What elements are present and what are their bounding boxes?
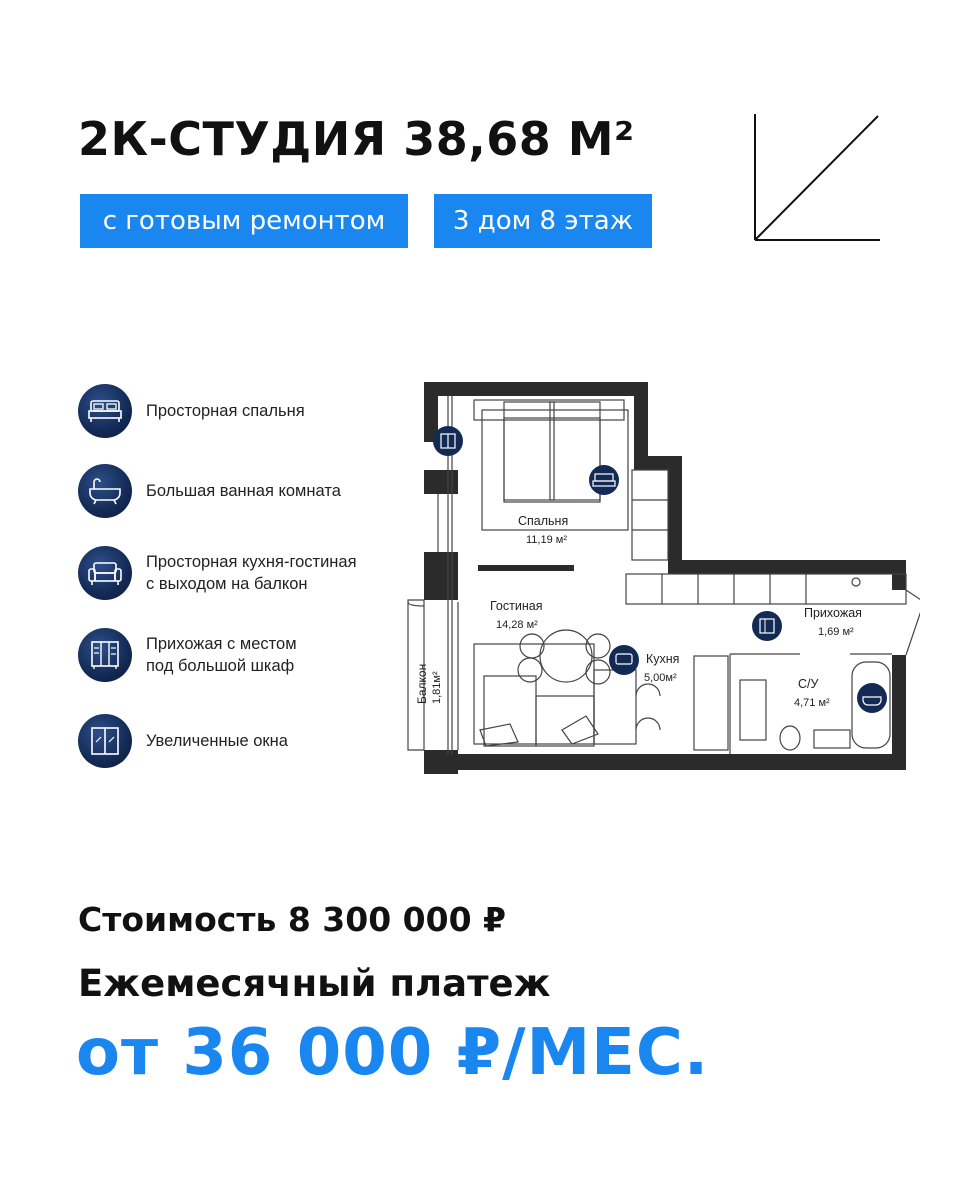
feature-text: Просторная спальня — [146, 402, 305, 420]
room-area: 1,69 м² — [818, 626, 854, 638]
floor-tag: 3 дом 8 этаж — [434, 194, 652, 248]
wardrobe-icon — [78, 628, 132, 682]
window-icon — [78, 714, 132, 768]
feature-text: Прихожая с местом под большой шкаф — [146, 635, 297, 675]
brand-logo — [750, 112, 884, 246]
price-text: Стоимость 8 300 000 ₽ — [78, 900, 506, 939]
room-area: 11,19 м² — [526, 534, 567, 546]
bathtub-icon — [78, 464, 132, 518]
monthly-payment-label: Ежемесячный платеж — [78, 962, 551, 1005]
feature-text: Просторная кухня-гостиная с выходом на балкон — [146, 553, 357, 593]
room-area: 1,81м² — [431, 671, 443, 704]
feature-bedroom — [78, 384, 305, 438]
feature-windows — [78, 714, 288, 768]
feature-text: Большая ванная комната — [146, 482, 341, 500]
feature-kitchen-living — [78, 546, 357, 600]
room-area: 14,28 м² — [496, 619, 538, 631]
feature-hallway — [78, 628, 297, 682]
bed-icon — [78, 384, 132, 438]
monthly-payment-value: от 36 000 ₽/МЕС. — [76, 1016, 710, 1090]
room-name: С/У — [798, 677, 819, 691]
floor-plan — [400, 370, 920, 780]
room-name: Гостиная — [490, 599, 543, 613]
feature-text: Увеличенные окна — [146, 732, 288, 750]
room-name: Кухня — [646, 652, 680, 666]
room-area: 5,00м² — [644, 672, 677, 684]
room-name: Балкон — [415, 663, 429, 704]
room-name: Прихожая — [804, 606, 862, 620]
feature-bathroom — [78, 464, 341, 518]
room-name: Спальня — [518, 514, 569, 528]
renovation-tag: с готовым ремонтом — [80, 194, 408, 248]
sofa-icon — [78, 546, 132, 600]
room-area: 4,71 м² — [794, 697, 830, 709]
page-title: 2К-СТУДИЯ 38,68 М² — [78, 112, 635, 166]
walls — [424, 382, 906, 774]
